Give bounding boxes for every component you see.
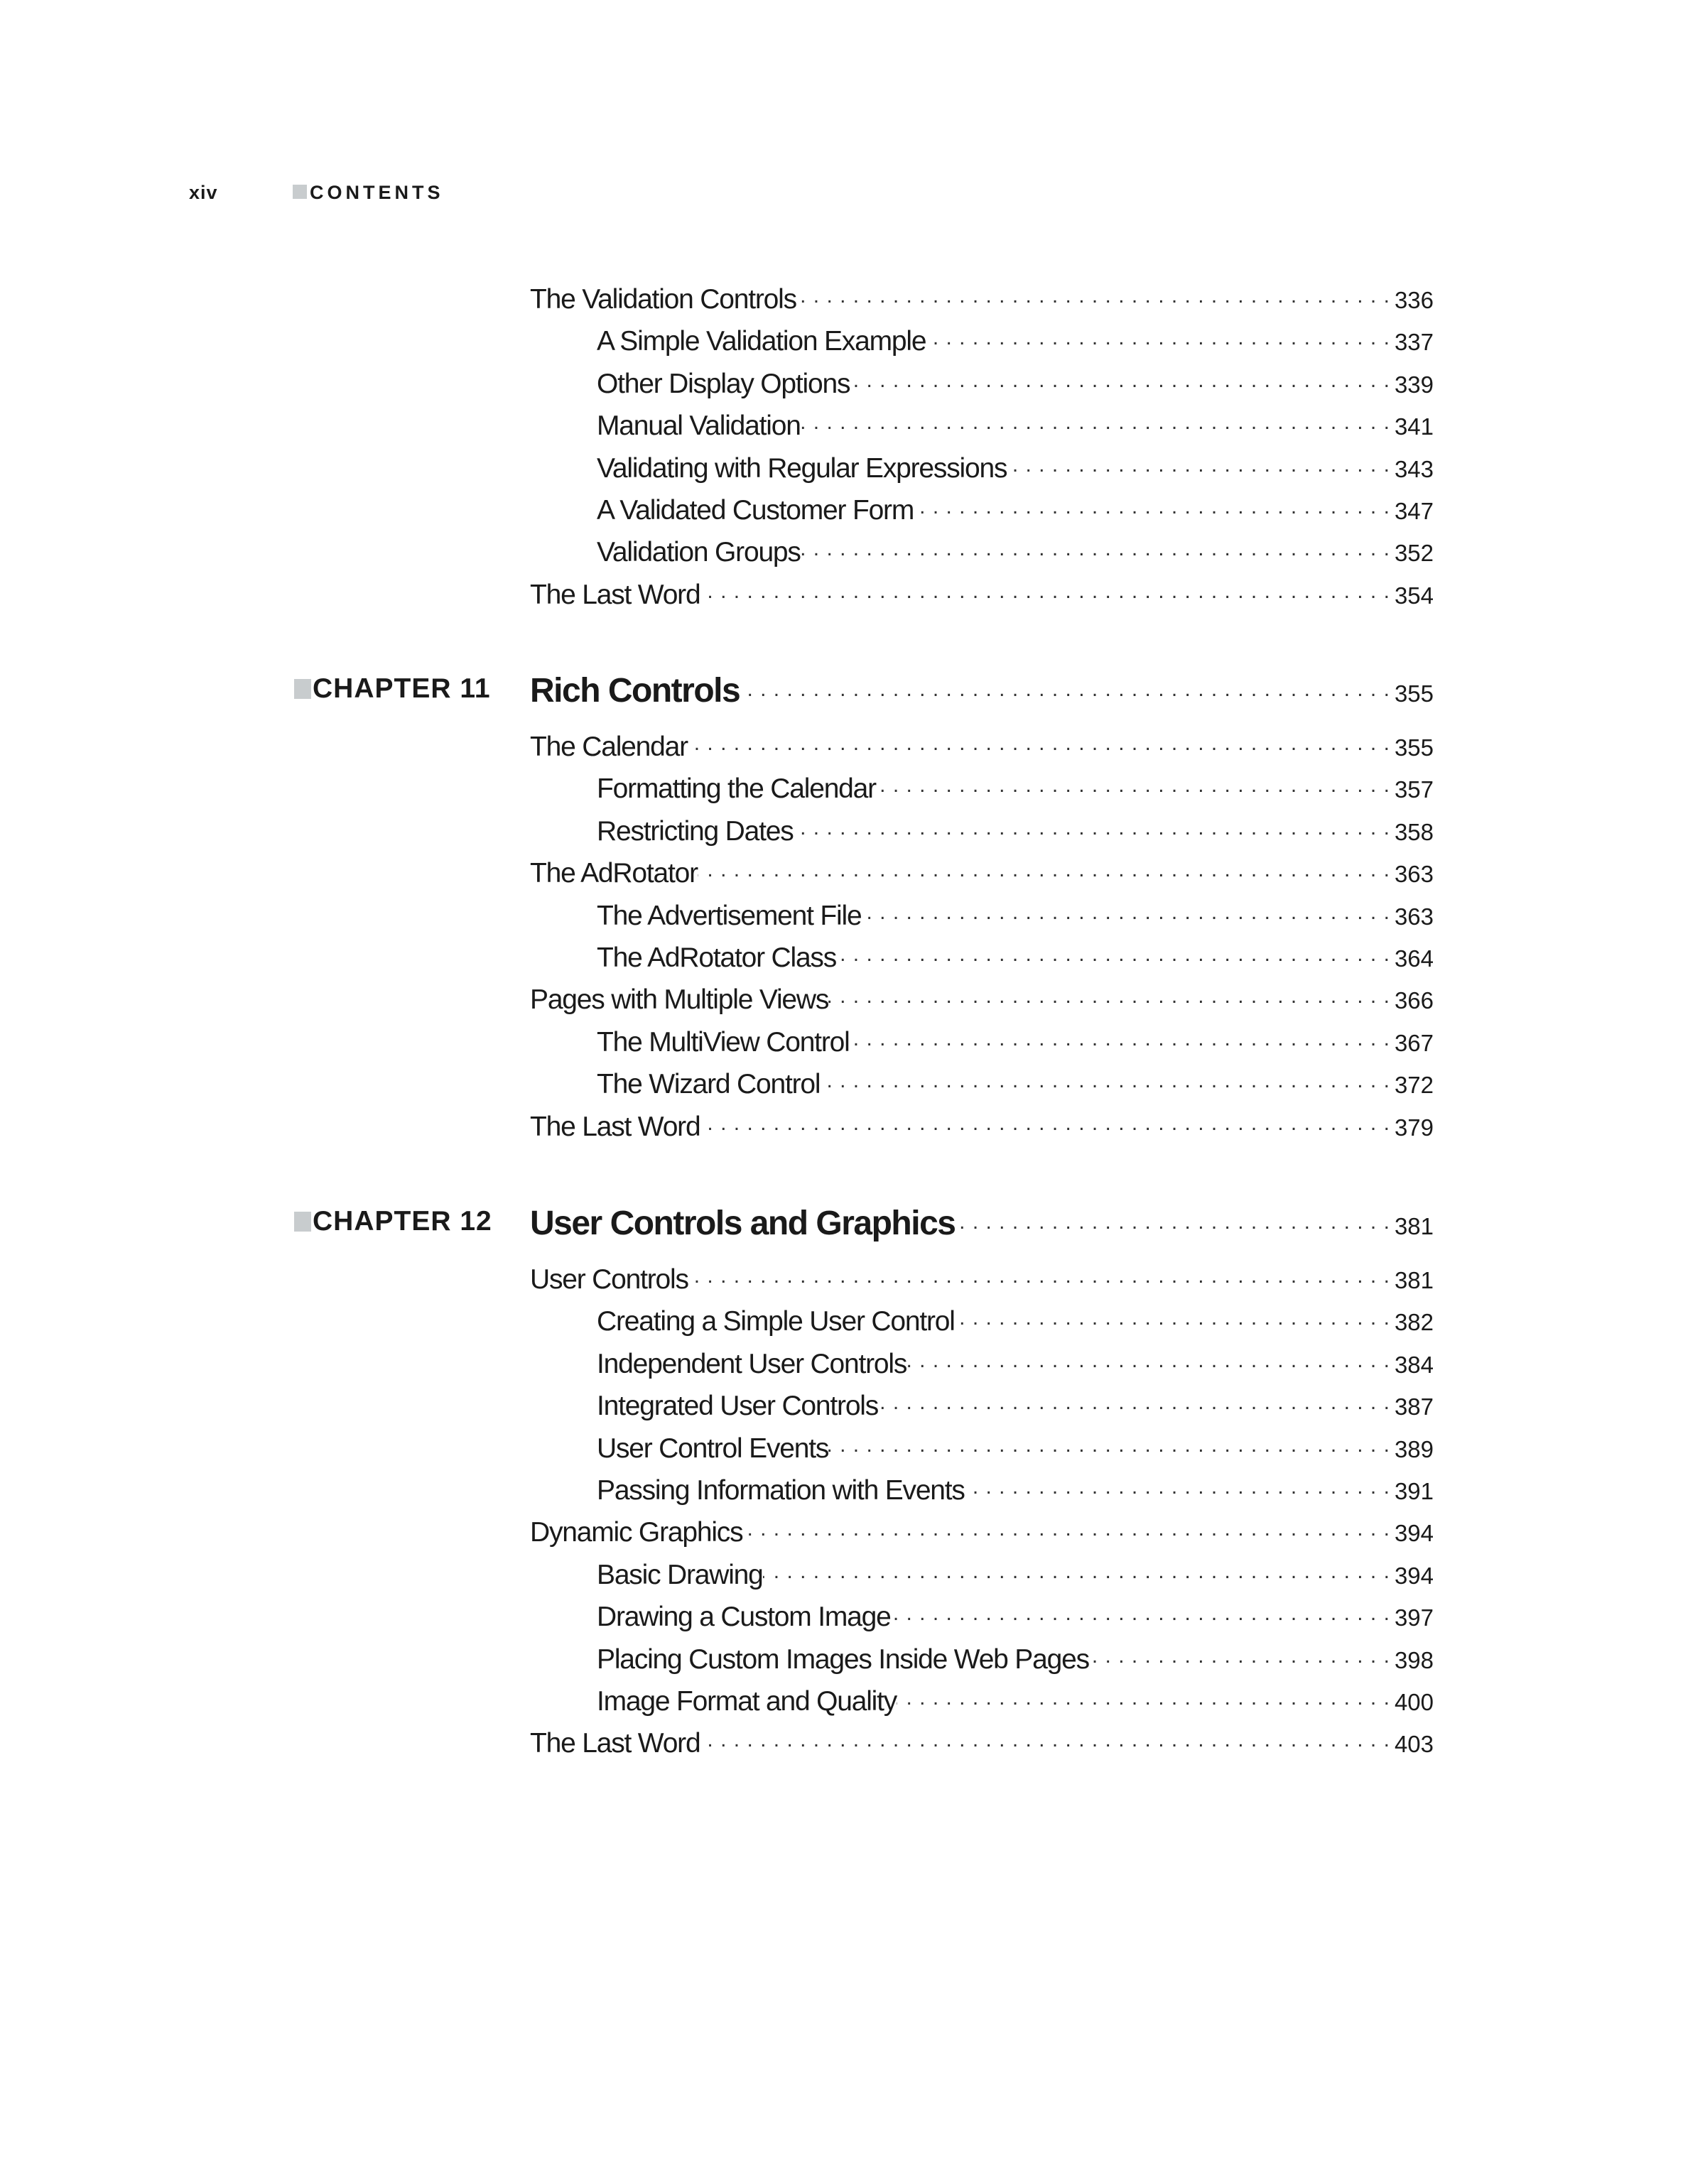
- toc-entry-title: Basic Drawing: [597, 1559, 763, 1590]
- chapter-title-line: [530, 1204, 1434, 1243]
- toc-entry-title: The MultiView Control: [597, 1026, 850, 1058]
- page-number-folio: xiv: [189, 182, 218, 203]
- dot-leader: [878, 1391, 1395, 1415]
- toc-entry[interactable]: [530, 732, 1434, 774]
- chapter-title: Rich Controls: [530, 672, 740, 710]
- chapter-number-text: CHAPTER 12: [313, 1206, 492, 1237]
- toc-entry-page: 381: [1394, 1267, 1434, 1293]
- dot-leader: [850, 1027, 1395, 1051]
- toc-entry-page: 341: [1394, 413, 1434, 440]
- toc-entry[interactable]: [530, 1112, 1434, 1154]
- toc-entry-page: 357: [1394, 776, 1434, 803]
- toc-entry-title: Creating a Simple User Control: [597, 1306, 955, 1337]
- dot-leader: [861, 901, 1395, 925]
- toc-subentry[interactable]: [597, 495, 1434, 538]
- chapter-number: [294, 1206, 492, 1237]
- toc-entry-page: 394: [1394, 1520, 1434, 1547]
- toc-entry[interactable]: [530, 1264, 1434, 1307]
- toc-entry-page: 387: [1394, 1393, 1434, 1420]
- toc-subentry[interactable]: [597, 816, 1434, 859]
- toc-subentry[interactable]: [597, 1306, 1434, 1349]
- toc-subentry[interactable]: [597, 942, 1434, 985]
- toc-subentry[interactable]: [597, 1475, 1434, 1518]
- toc-entry-title: The AdRotator: [530, 858, 698, 889]
- toc-subentry[interactable]: [597, 1686, 1434, 1729]
- dot-leader: [828, 1433, 1395, 1457]
- dot-leader: [742, 1517, 1395, 1541]
- toc-entry-page: 352: [1394, 540, 1434, 567]
- toc-entry-title: Other Display Options: [597, 368, 850, 399]
- dot-leader: [763, 1560, 1395, 1584]
- toc-entry-page: 403: [1394, 1731, 1434, 1758]
- toc-entry[interactable]: [530, 580, 1434, 622]
- dot-leader: [820, 1069, 1395, 1093]
- chapter-number-text: CHAPTER 11: [313, 673, 491, 704]
- toc-entry-page: 389: [1394, 1435, 1434, 1462]
- toc-entry-title: The Wizard Control: [597, 1069, 821, 1100]
- toc-entry-page: 347: [1394, 498, 1434, 524]
- toc-entry-title: The Last Word: [530, 579, 700, 610]
- toc-entry-page: 363: [1394, 861, 1434, 888]
- toc-subentry[interactable]: [597, 453, 1434, 496]
- toc-subentry[interactable]: [597, 411, 1434, 453]
- toc-entry[interactable]: [530, 284, 1434, 327]
- toc-entry-page: 343: [1394, 455, 1434, 482]
- toc-entry-title: Drawing a Custom Image: [597, 1602, 891, 1633]
- toc-subentry[interactable]: [597, 1349, 1434, 1391]
- dot-leader: [688, 1264, 1395, 1288]
- toc-entry-page: 384: [1394, 1351, 1434, 1378]
- dot-leader: [906, 1349, 1395, 1373]
- toc-subentry[interactable]: [597, 1602, 1434, 1644]
- toc-subentry[interactable]: [597, 369, 1434, 411]
- dot-leader: [850, 369, 1395, 393]
- toc-entry-title: Dynamic Graphics: [530, 1517, 743, 1548]
- toc-entry-title: Pages with Multiple Views: [530, 984, 829, 1016]
- toc-entry-page: 336: [1394, 287, 1434, 313]
- toc-entry-page: 397: [1394, 1604, 1434, 1631]
- toc-entry-title: Image Format and Quality: [597, 1686, 897, 1717]
- toc-entry-title: A Simple Validation Example: [597, 326, 926, 357]
- toc-entry-title: User Control Events: [597, 1433, 829, 1464]
- toc-entry[interactable]: [530, 1517, 1434, 1560]
- chapter-heading[interactable]: [294, 1193, 1434, 1243]
- dot-leader: [876, 773, 1395, 798]
- toc-subentry[interactable]: [597, 901, 1434, 943]
- toc-entry-title: The Last Word: [530, 1728, 700, 1759]
- toc-subentry[interactable]: [597, 537, 1434, 580]
- dot-leader: [698, 858, 1395, 882]
- dot-leader: [700, 1728, 1394, 1752]
- chapter-page-number: 355: [1394, 680, 1434, 707]
- toc-entry-page: 358: [1394, 818, 1434, 845]
- dot-leader: [700, 1112, 1394, 1136]
- toc-entry-title: The Calendar: [530, 732, 688, 762]
- toc-entry-title: A Validated Customer Form: [597, 495, 914, 526]
- dot-leader: [700, 580, 1394, 604]
- toc-subentry[interactable]: [597, 1433, 1434, 1476]
- dot-leader: [955, 1210, 1394, 1234]
- toc-entry-page: 398: [1394, 1646, 1434, 1673]
- toc-entry-page: 379: [1394, 1114, 1434, 1141]
- toc-subentry[interactable]: [597, 1069, 1434, 1112]
- dot-leader: [955, 1306, 1395, 1330]
- dot-leader: [794, 816, 1395, 840]
- toc-entry-title: The Last Word: [530, 1111, 700, 1142]
- toc-entry-title: Passing Information with Events: [597, 1475, 965, 1506]
- dot-leader: [828, 984, 1395, 1009]
- toc-entry[interactable]: [530, 984, 1434, 1027]
- toc-entry[interactable]: [530, 858, 1434, 901]
- toc-entry-title: The AdRotator Class: [597, 942, 837, 973]
- toc-entry[interactable]: [530, 1728, 1434, 1771]
- running-head-label: CONTENTS: [310, 182, 444, 203]
- toc-entry-title: Manual Validation: [597, 411, 801, 442]
- toc-entry-page: 400: [1394, 1689, 1434, 1715]
- toc-subentry[interactable]: [597, 1391, 1434, 1433]
- square-bullet-icon: [294, 1212, 311, 1232]
- toc-entry-title: Integrated User Controls: [597, 1391, 879, 1422]
- toc-subentry[interactable]: [597, 326, 1434, 369]
- toc-entry-page: 366: [1394, 987, 1434, 1014]
- toc-entry-page: 339: [1394, 371, 1434, 398]
- toc-entry-page: 354: [1394, 582, 1434, 609]
- toc-entry-title: Independent User Controls: [597, 1348, 907, 1379]
- toc-entry-page: 364: [1394, 945, 1434, 972]
- toc-subentry[interactable]: [597, 773, 1434, 816]
- toc-subentry[interactable]: [597, 1644, 1434, 1687]
- dot-leader: [926, 326, 1395, 350]
- toc-entry-page: 394: [1394, 1562, 1434, 1589]
- toc-entry-page: 363: [1394, 903, 1434, 930]
- dot-leader: [1007, 453, 1395, 477]
- toc-entry-title: Validating with Regular Expressions: [597, 452, 1007, 484]
- chapter-title-line: [530, 671, 1434, 710]
- toc-entry-title: Validation Groups: [597, 537, 801, 568]
- toc-entry-page: 372: [1394, 1072, 1434, 1099]
- dot-leader: [796, 284, 1395, 308]
- dot-leader: [688, 732, 1395, 756]
- dot-leader: [965, 1475, 1395, 1499]
- toc-subentry[interactable]: [597, 1027, 1434, 1070]
- square-bullet-icon: [294, 679, 311, 699]
- dot-leader: [801, 537, 1395, 561]
- toc-entry-title: User Controls: [530, 1264, 688, 1295]
- toc-entry-title: Formatting the Calendar: [597, 773, 876, 805]
- toc-entry-page: 382: [1394, 1309, 1434, 1336]
- dot-leader: [891, 1602, 1395, 1626]
- dot-leader: [914, 495, 1395, 519]
- toc-entry-page: 337: [1394, 329, 1434, 356]
- dot-leader: [801, 411, 1395, 435]
- chapter-page-number: 381: [1394, 1213, 1434, 1239]
- chapter-heading[interactable]: [294, 661, 1434, 710]
- dot-leader: [836, 942, 1395, 967]
- toc-entry-page: 355: [1394, 734, 1434, 761]
- toc-entry-page: 391: [1394, 1478, 1434, 1504]
- toc-entry-title: The Advertisement File: [597, 900, 862, 931]
- chapter-title: User Controls and Graphics: [530, 1205, 956, 1242]
- toc-entry-title: Restricting Dates: [597, 815, 794, 847]
- toc-entry-title: Placing Custom Images Inside Web Pages: [597, 1644, 1089, 1675]
- toc-entry-title: The Validation Controls: [530, 284, 796, 315]
- chapter-number: [294, 673, 491, 705]
- dot-leader: [740, 678, 1395, 702]
- dot-leader: [1089, 1644, 1395, 1668]
- dot-leader: [897, 1686, 1395, 1710]
- toc-entry-page: 367: [1394, 1029, 1434, 1056]
- toc-subentry[interactable]: [597, 1560, 1434, 1602]
